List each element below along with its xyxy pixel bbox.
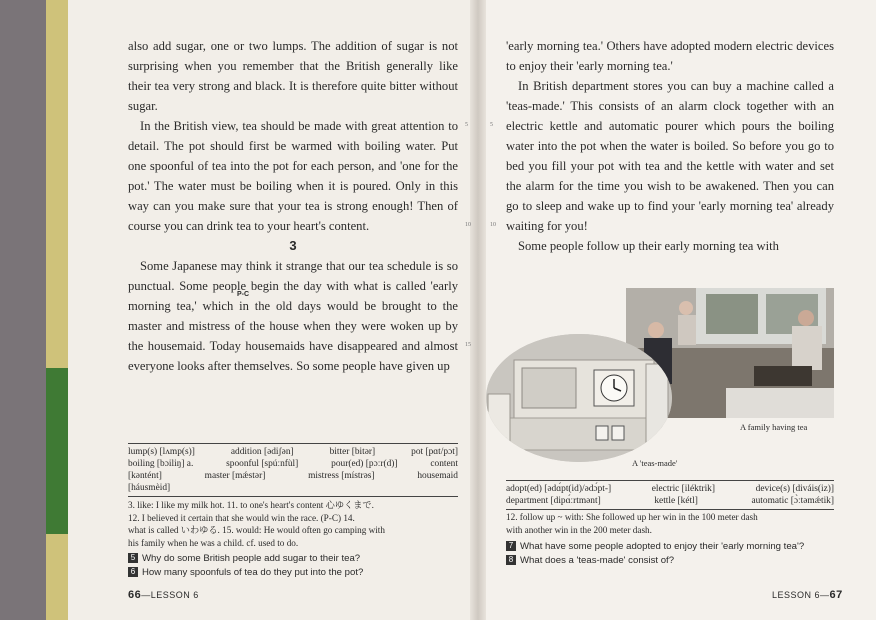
folio-label: —LESSON 6 bbox=[141, 590, 199, 600]
left-body-text bbox=[128, 36, 458, 376]
note-line: what is called いわゆる. 15. would: He would often go camping with bbox=[128, 525, 385, 535]
right-paragraph-2: In British department stores you can buy a machine called a 'teas-made.' This consists of an alarm clock together with an electric kettle and automatic pourer which pours the boiling water into the pot when the water is boiled. So before you go to bed you fill your pot with tea and the kettle with water and set the alarm for the time you wish to be awakened. Then you can go to sleep and wake up to find your 'early morning tea' already waiting for you! bbox=[506, 79, 834, 233]
page-edge-green bbox=[46, 368, 68, 534]
questions-right bbox=[506, 540, 834, 567]
question-text: Why do some British people add sugar to their tea? bbox=[142, 553, 361, 564]
questions-left bbox=[128, 552, 458, 579]
book-gutter bbox=[470, 0, 486, 620]
caption-family: A family having tea bbox=[740, 422, 808, 432]
vocabulary-box-right bbox=[506, 480, 834, 510]
notes-right bbox=[506, 511, 834, 536]
vocab-item: kettle [kétl] bbox=[654, 496, 698, 506]
vocab-item: pot [pɑt/pɔt] bbox=[411, 447, 458, 457]
background-edge bbox=[0, 0, 46, 620]
vocab-item: [kəntént] bbox=[128, 471, 162, 481]
vocab-item: automatic [ɔ̀ːtəmǽtik] bbox=[751, 496, 834, 506]
note-line: 12. I believed it certain that she would win the race. (P-C) 14. bbox=[128, 512, 355, 523]
margin-line-5: 5 bbox=[465, 122, 468, 128]
question-number-badge: 5 bbox=[128, 553, 138, 563]
question-6 bbox=[128, 566, 458, 580]
page-number: 67 bbox=[829, 589, 843, 601]
question-5 bbox=[128, 552, 458, 566]
right-paragraph-3: Some people follow up their early morning tea with bbox=[518, 239, 779, 253]
note-line: 12. follow up ~ with: She followed up her win in the 100 meter dash bbox=[506, 512, 758, 522]
vocab-item: mistress [místrəs] bbox=[308, 471, 375, 481]
margin-line-5: 5 bbox=[490, 122, 493, 128]
note-line: 3. like: I like my milk hot. 11. to one's heart's content 心ゆくまで. bbox=[128, 500, 374, 510]
margin-line-15: 15 bbox=[465, 342, 471, 348]
margin-line-10: 10 bbox=[465, 222, 471, 228]
folio-right bbox=[772, 589, 843, 601]
vocab-item: device(s) [diváis(iz)] bbox=[755, 484, 834, 494]
pc-mark: P-C bbox=[237, 291, 250, 298]
folio-label: LESSON 6— bbox=[772, 590, 830, 600]
question-7 bbox=[506, 540, 834, 554]
vocab-item: lump(s) [lʌmp(s)] bbox=[128, 447, 195, 457]
question-number-badge: 7 bbox=[506, 541, 516, 551]
left-paragraph-2: In the British view, tea should be made with great attention to detail. The pot should first be warmed with boiling water. Put one spoonful of tea into the pot for each person, and 'one for the pot.' The water must be boiling when it is poured. Only in this way can you make sure that your tea is strong enough! Then of course you can drink tea to your heart's content. bbox=[128, 119, 458, 233]
vocab-item: addition [ədiʃən] bbox=[230, 447, 294, 457]
note-line: with another win in the 200 meter dash. bbox=[506, 524, 652, 535]
folio-left bbox=[128, 589, 199, 601]
vocab-item: housemaid bbox=[417, 471, 458, 481]
question-text: How many spoonfuls of tea do they put into the pot? bbox=[142, 566, 364, 578]
teas-made-photo bbox=[486, 334, 672, 462]
vocab-item: master [mǽstər] bbox=[204, 471, 266, 481]
vocab-item: spoonful [spúːnfùl] bbox=[226, 459, 299, 469]
question-text: What does a 'teas-made' consist of? bbox=[520, 554, 675, 566]
page-number: 66 bbox=[128, 589, 142, 601]
question-8 bbox=[506, 554, 834, 568]
vocab-item: pour(ed) [pɔːr(d)] bbox=[331, 459, 398, 469]
vocab-item: content bbox=[430, 459, 458, 469]
left-paragraph-3: Some Japanese may think it strange that our tea schedule is so punctual. Some people begin the day with what is called 'early morning tea,' which in the old days would be brought to the master and mistress of the house when they were woken up by the housemaid. Today housemaids have disappeared and almost everyone looks after themselves. So some people have given up bbox=[128, 259, 458, 373]
left-paragraph-1: also add sugar, one or two lumps. The addition of sugar is not surprising when you remember that the British generally like their tea very strong and black. It is therefore quite bitter without sugar. bbox=[128, 39, 458, 113]
vocab-item: department [dipɑ́ːrtmənt] bbox=[506, 496, 601, 506]
vocab-item: bitter [bitər] bbox=[329, 447, 376, 457]
vocabulary-box-left bbox=[128, 443, 458, 497]
question-number-badge: 6 bbox=[128, 567, 138, 577]
right-paragraph-1: 'early morning tea.' Others have adopted modern electric devices to enjoy their 'early morning tea.' bbox=[506, 39, 834, 73]
vocab-item: adopt(ed) [ədɑ́pt(id)/ədɔ́pt-] bbox=[506, 484, 612, 494]
question-number-badge: 8 bbox=[506, 555, 516, 565]
notes-left bbox=[128, 499, 458, 549]
caption-teas-made: A 'teas-made' bbox=[632, 458, 678, 468]
margin-line-10: 10 bbox=[490, 222, 496, 228]
teas-made-illustration bbox=[486, 334, 672, 462]
vocab-item: [háusmèid] bbox=[128, 483, 171, 493]
question-text: What have some people adopted to enjoy their 'early morning tea'? bbox=[520, 541, 805, 552]
note-line: his family when he was a child. cf. used to do. bbox=[128, 537, 299, 548]
vocab-item: boiling [bɔiliŋ] a. bbox=[128, 459, 194, 469]
section-number: 3 bbox=[289, 238, 297, 253]
right-body-text bbox=[506, 36, 834, 256]
vocab-item: electric [iléktrik] bbox=[651, 484, 715, 494]
